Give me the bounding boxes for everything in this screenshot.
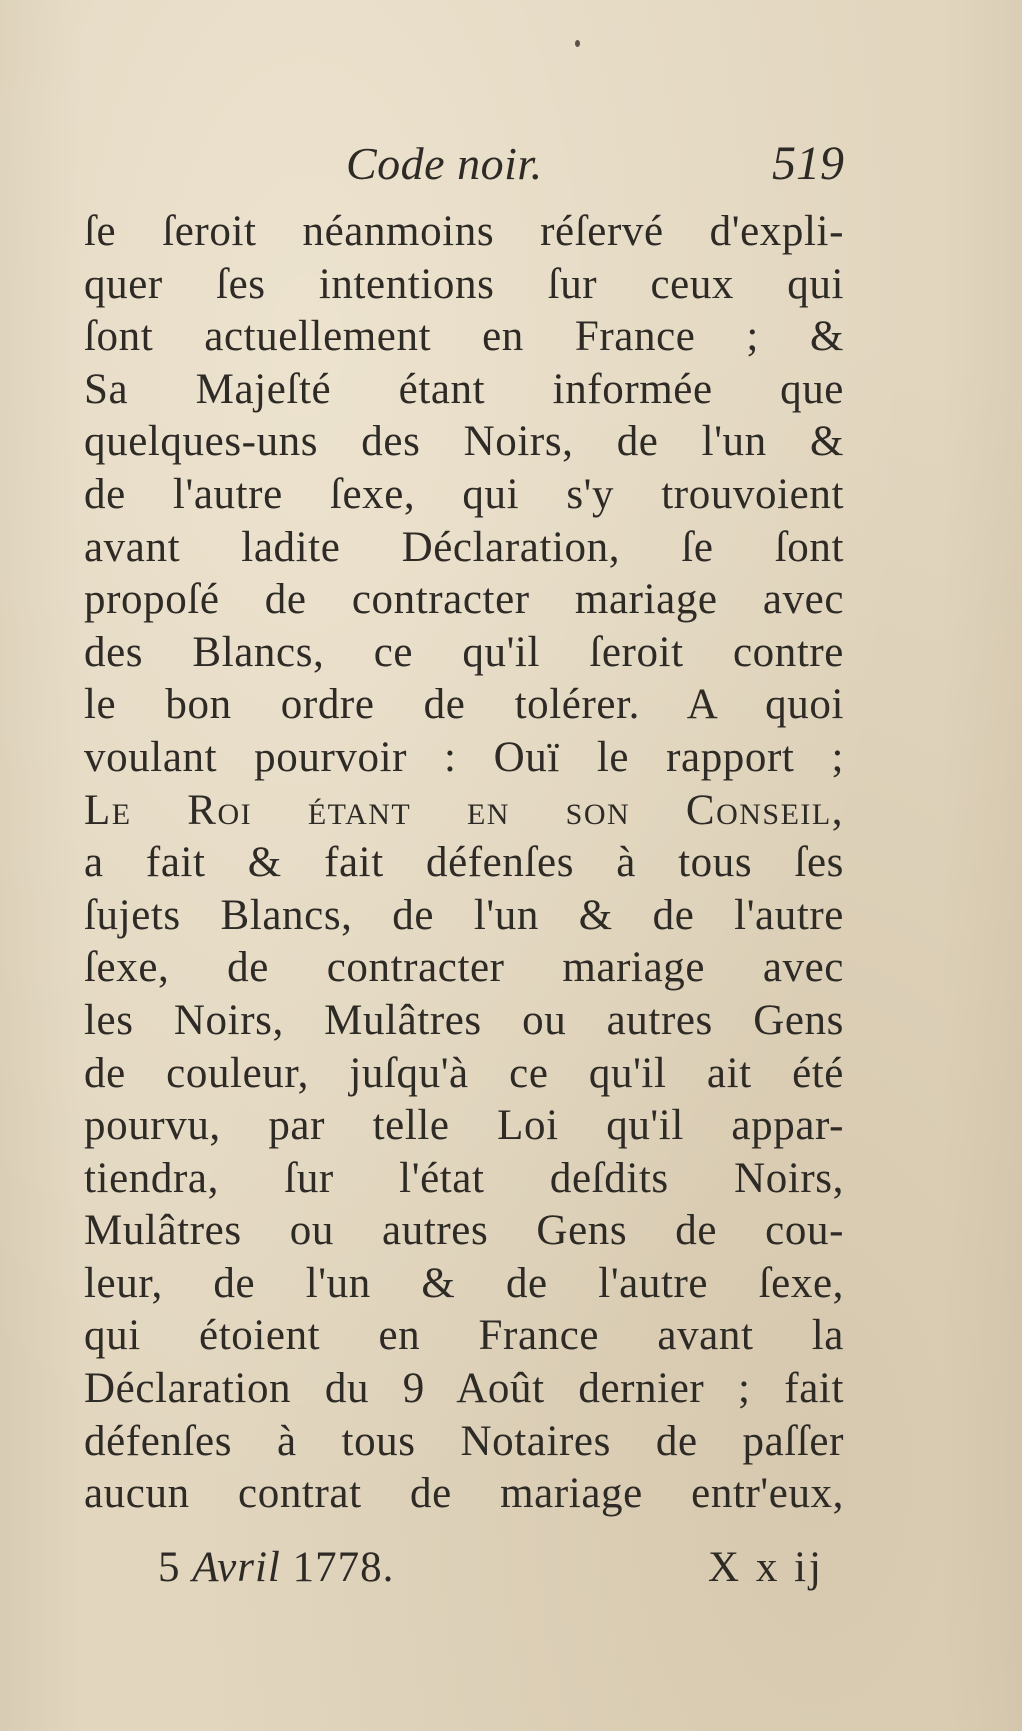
text-line: aucun contrat de mariage entr'eux,: [84, 1470, 844, 1518]
text-line: propoſé de contracter mariage avec: [84, 576, 844, 624]
footer-date-day: 5: [158, 1544, 181, 1591]
footer-date-year: 1778.: [292, 1544, 395, 1591]
running-title: Code noir.: [346, 138, 543, 189]
ink-speck: [575, 40, 580, 47]
text-line: tiendra, ſur l'état deſdits Noirs,: [84, 1154, 844, 1202]
text-line: de couleur, juſqu'à ce qu'il ait été: [84, 1049, 844, 1097]
page-number: 519: [772, 137, 844, 190]
signature-mark: X x ij: [708, 1544, 824, 1591]
text-line: ſujets Blancs, de l'un & de l'autre: [84, 891, 844, 939]
text-line-small-caps: Le Roi étant en son Conseil,: [84, 786, 844, 834]
text-line: défenſes à tous Notaires de paſſer: [84, 1417, 844, 1465]
footer-date-month: Avril: [192, 1544, 281, 1591]
text-line: Mulâtres ou autres Gens de cou-: [84, 1207, 844, 1255]
text-line: Sa Majeſté étant informée que: [84, 365, 844, 413]
text-line: qui étoient en France avant la: [84, 1312, 844, 1360]
text-line: voulant pourvoir : Ouï le rapport ;: [84, 733, 844, 781]
page-header: [84, 136, 844, 198]
page-footer: [84, 1540, 844, 1600]
text-line: le bon ordre de tolérer. A quoi: [84, 681, 844, 729]
footer-date: [158, 1540, 394, 1596]
text-line: leur, de l'un & de l'autre ſexe,: [84, 1259, 844, 1307]
text-line: quer ſes intentions ſur ceux qui: [84, 260, 844, 308]
text-line: Déclaration du 9 Août dernier ; fait: [84, 1365, 844, 1413]
body-text: [84, 206, 844, 1521]
text-line: de l'autre ſexe, qui s'y trouvoient: [84, 470, 844, 518]
text-line: quelques-uns des Noirs, de l'un &: [84, 418, 844, 466]
text-line: les Noirs, Mulâtres ou autres Gens: [84, 996, 844, 1044]
text-line: avant ladite Déclaration, ſe ſont: [84, 523, 844, 571]
text-line: ſont actuellement en France ; &: [84, 313, 844, 361]
text-line: a fait & fait défenſes à tous ſes: [84, 839, 844, 887]
text-line: des Blancs, ce qu'il ſeroit contre: [84, 628, 844, 676]
text-line: ſe ſeroit néanmoins réſervé d'expli-: [84, 208, 844, 255]
text-line: pourvu, par telle Loi qu'il appar-: [84, 1102, 844, 1150]
text-line: ſexe, de contracter mariage avec: [84, 944, 844, 992]
